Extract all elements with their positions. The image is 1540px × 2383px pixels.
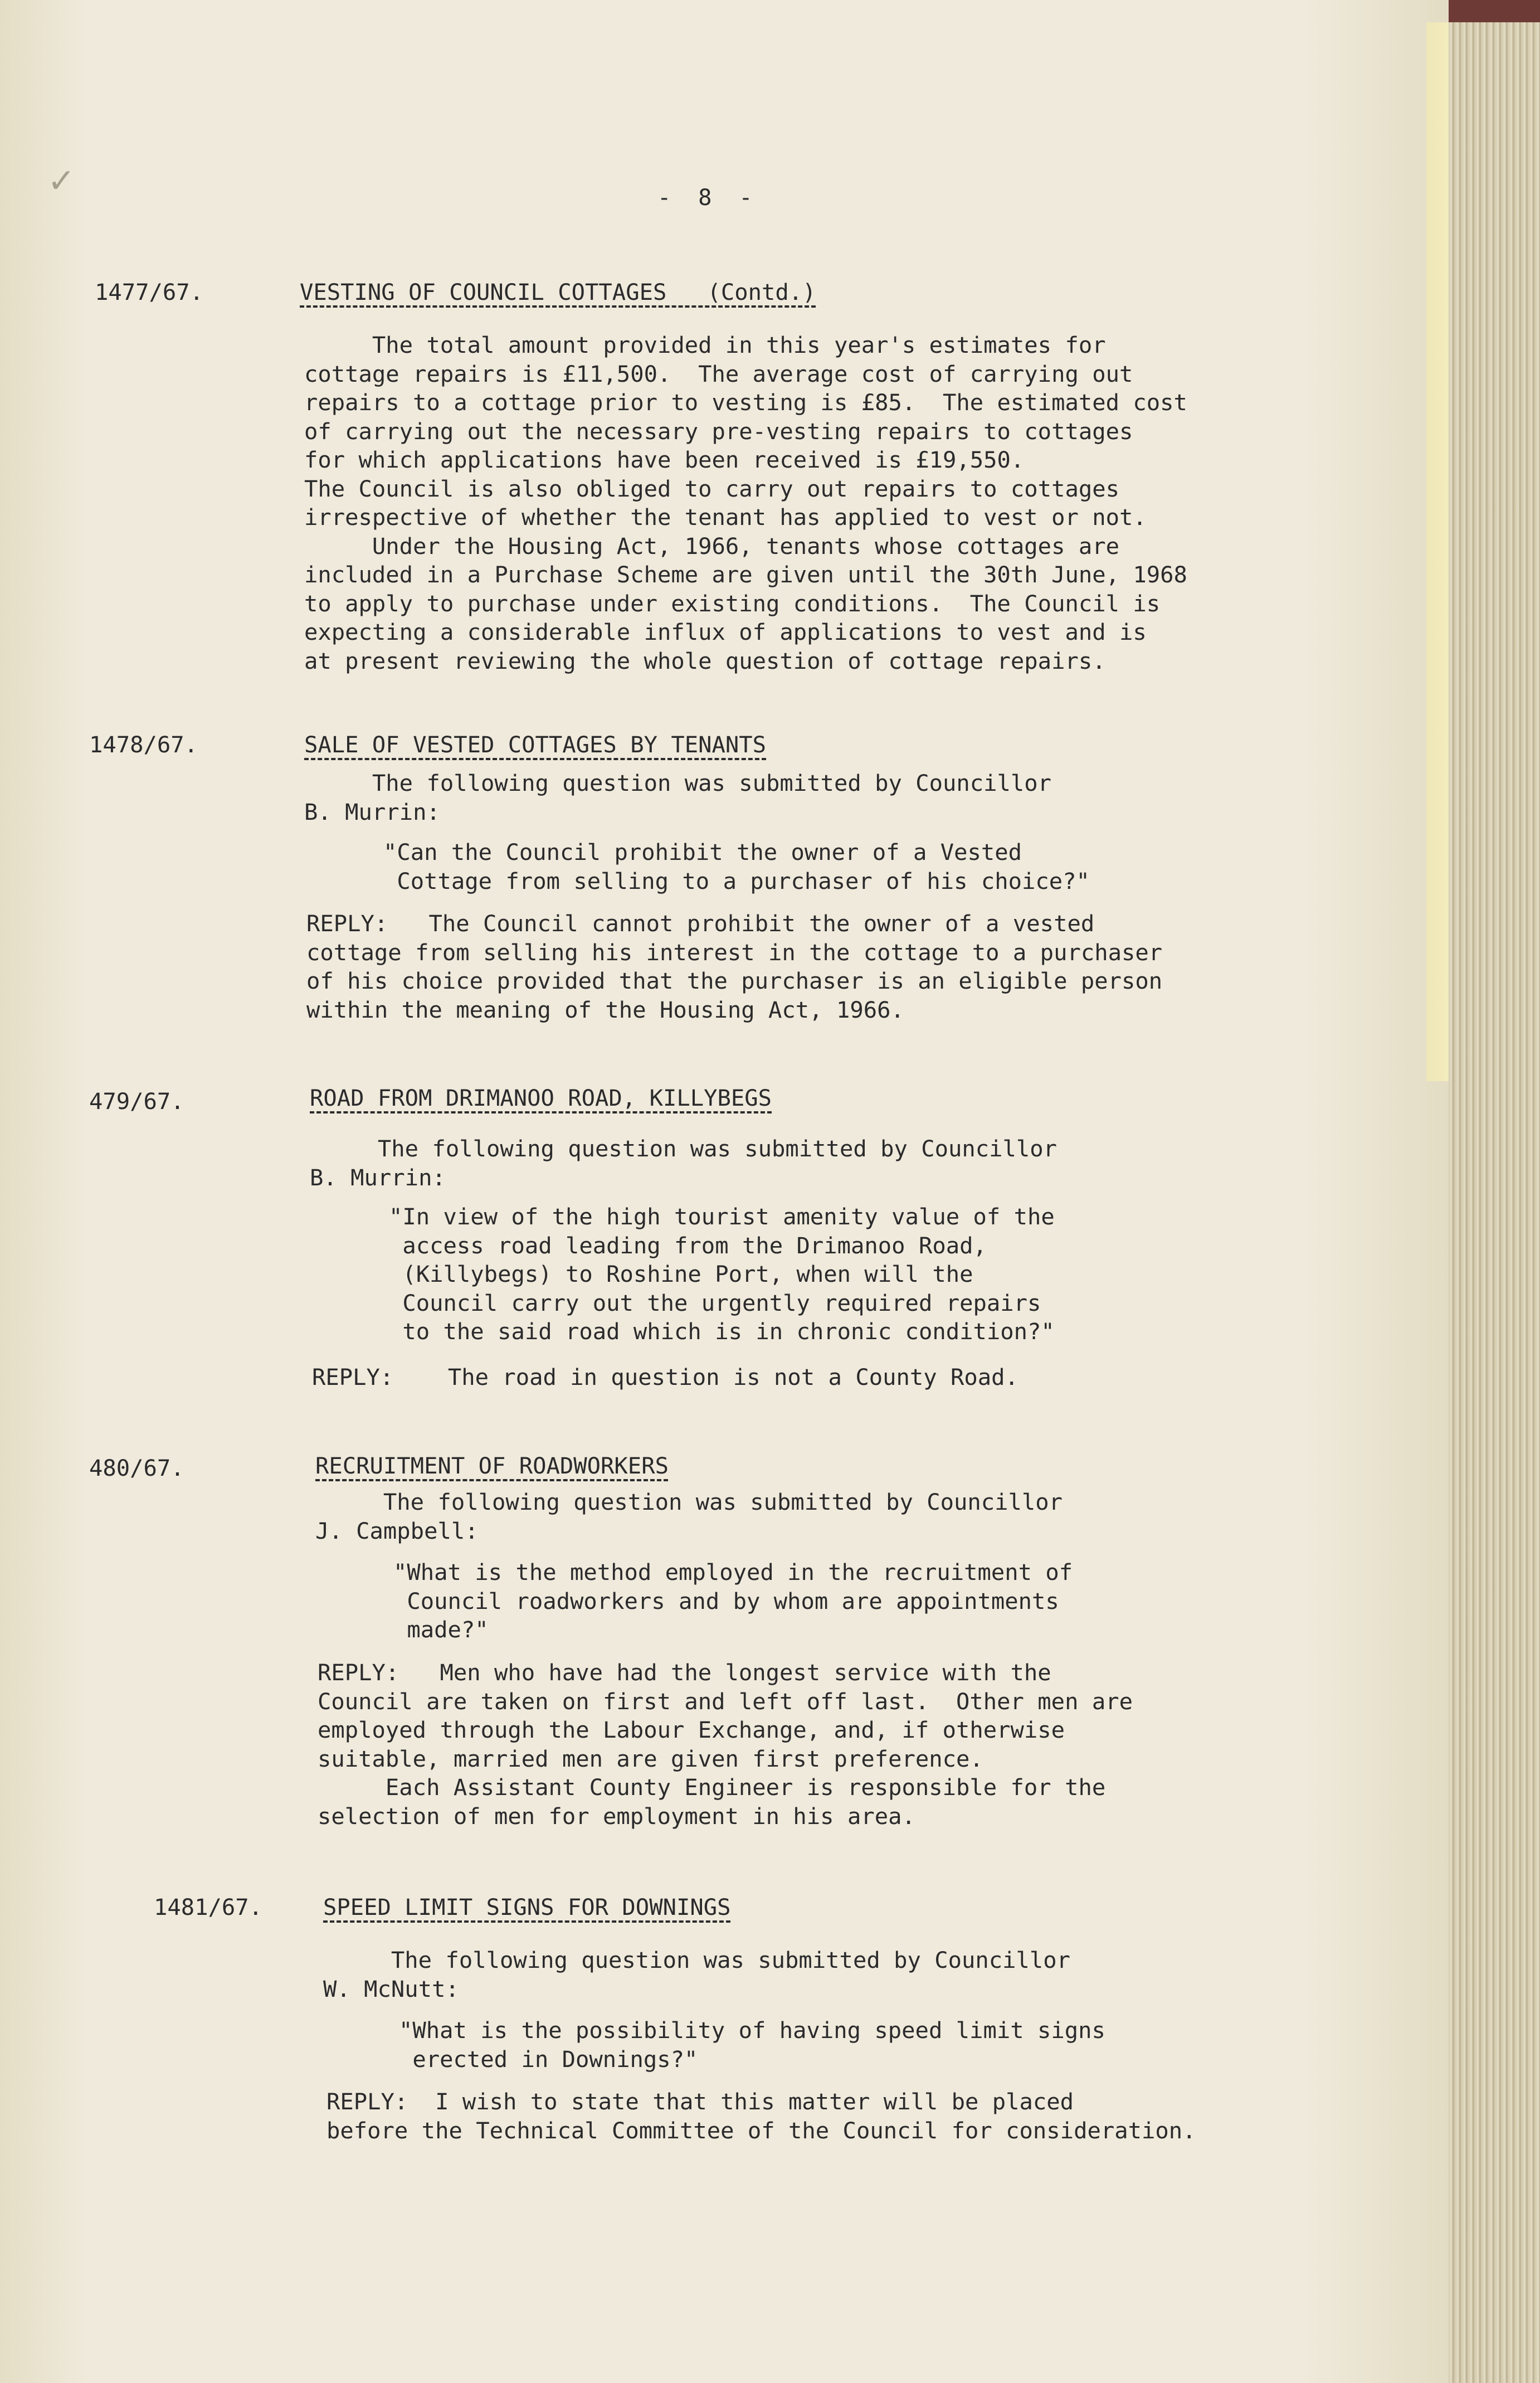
question-intro: The following question was submitted by Councillor B. Murrin:	[310, 1135, 1057, 1191]
reply-text: REPLY: The road in question is not a County Road.	[312, 1364, 1018, 1390]
section-number: 1478/67.	[89, 731, 198, 758]
page-number: - 8 -	[657, 184, 753, 211]
pencil-tick-mark: ✓	[47, 162, 76, 201]
section-number: 479/67.	[89, 1088, 184, 1115]
question-text: "Can the Council prohibit the owner of a Vested Cottage from selling to a purchaser of his choice?"	[383, 839, 1090, 894]
question-intro: The following question was submitted by Councillor W. McNutt:	[323, 1947, 1071, 2002]
question-text: "What is the method employed in the recruitment of Council roadworkers and by whom are appointments made?"	[393, 1559, 1073, 1643]
section-number: 1477/67.	[95, 279, 204, 305]
book-page-edges	[1449, 22, 1540, 2383]
section-body: The total amount provided in this year's estimates for cottage repairs is £11,500. The average cost of carrying out repairs to a cottage prior to vesting is £85. The estimated cost of carrying out the necessary pre-vesting repairs to cottages for which applications have been received is £19,550. The Council is also obliged to carry out repairs to cottages irrespective of whether the tenant has applied to vest or not. Under the Housing Act, 1966, tenants whose cottages are included in a Purchase Scheme are given until the 30th June, 1968 to apply to purchase under existing conditions. The Council is expecting a considerable influx of applications to vest and is at present reviewing the whole question of cottage repairs.	[304, 332, 1187, 674]
section-heading: VESTING OF COUNCIL COTTAGES (Contd.)	[300, 279, 816, 305]
question-text: "In view of the high tourist amenity value of the access road leading from the Drimanoo Road, (Killybegs) to Roshine Port, when will the Council carry out the urgently required repairs to the said road which is in chronic condition?"	[389, 1203, 1055, 1345]
question-text: "What is the possibility of having speed limit signs erected in Downings?"	[399, 2017, 1105, 2073]
question-intro: The following question was submitted by Councillor B. Murrin:	[304, 770, 1052, 825]
question-intro: The following question was submitted by Councillor J. Campbell:	[315, 1489, 1063, 1544]
reply-text: REPLY: I wish to state that this matter will be placed before the Technical Committee of the Council for consideration.	[326, 2088, 1196, 2144]
reply-text: REPLY: The Council cannot prohibit the owner of a vested cottage from selling his interest in the cottage to a purchaser of his choice provided that the purchaser is an eligible person within the meaning of the Housing Act, 1966.	[306, 910, 1163, 1023]
section-number: 480/67.	[89, 1455, 184, 1481]
section-number: 1481/67.	[154, 1894, 263, 1920]
section-heading: SALE OF VESTED COTTAGES BY TENANTS	[304, 731, 767, 758]
yellow-slip-edge	[1426, 22, 1449, 1081]
section-heading: RECRUITMENT OF ROADWORKERS	[315, 1452, 669, 1479]
section-heading: SPEED LIMIT SIGNS FOR DOWNINGS	[323, 1894, 731, 1920]
section-heading: ROAD FROM DRIMANOO ROAD, KILLYBEGS	[310, 1084, 772, 1111]
reply-text: REPLY: Men who have had the longest service with the Council are taken on first and left off last. Other men are employed through the Labour Exchange, and, if otherwise suitable, married men are given first preference. Each Assistant County Engineer is responsible for the selection of men for employment in his area.	[318, 1659, 1133, 1830]
